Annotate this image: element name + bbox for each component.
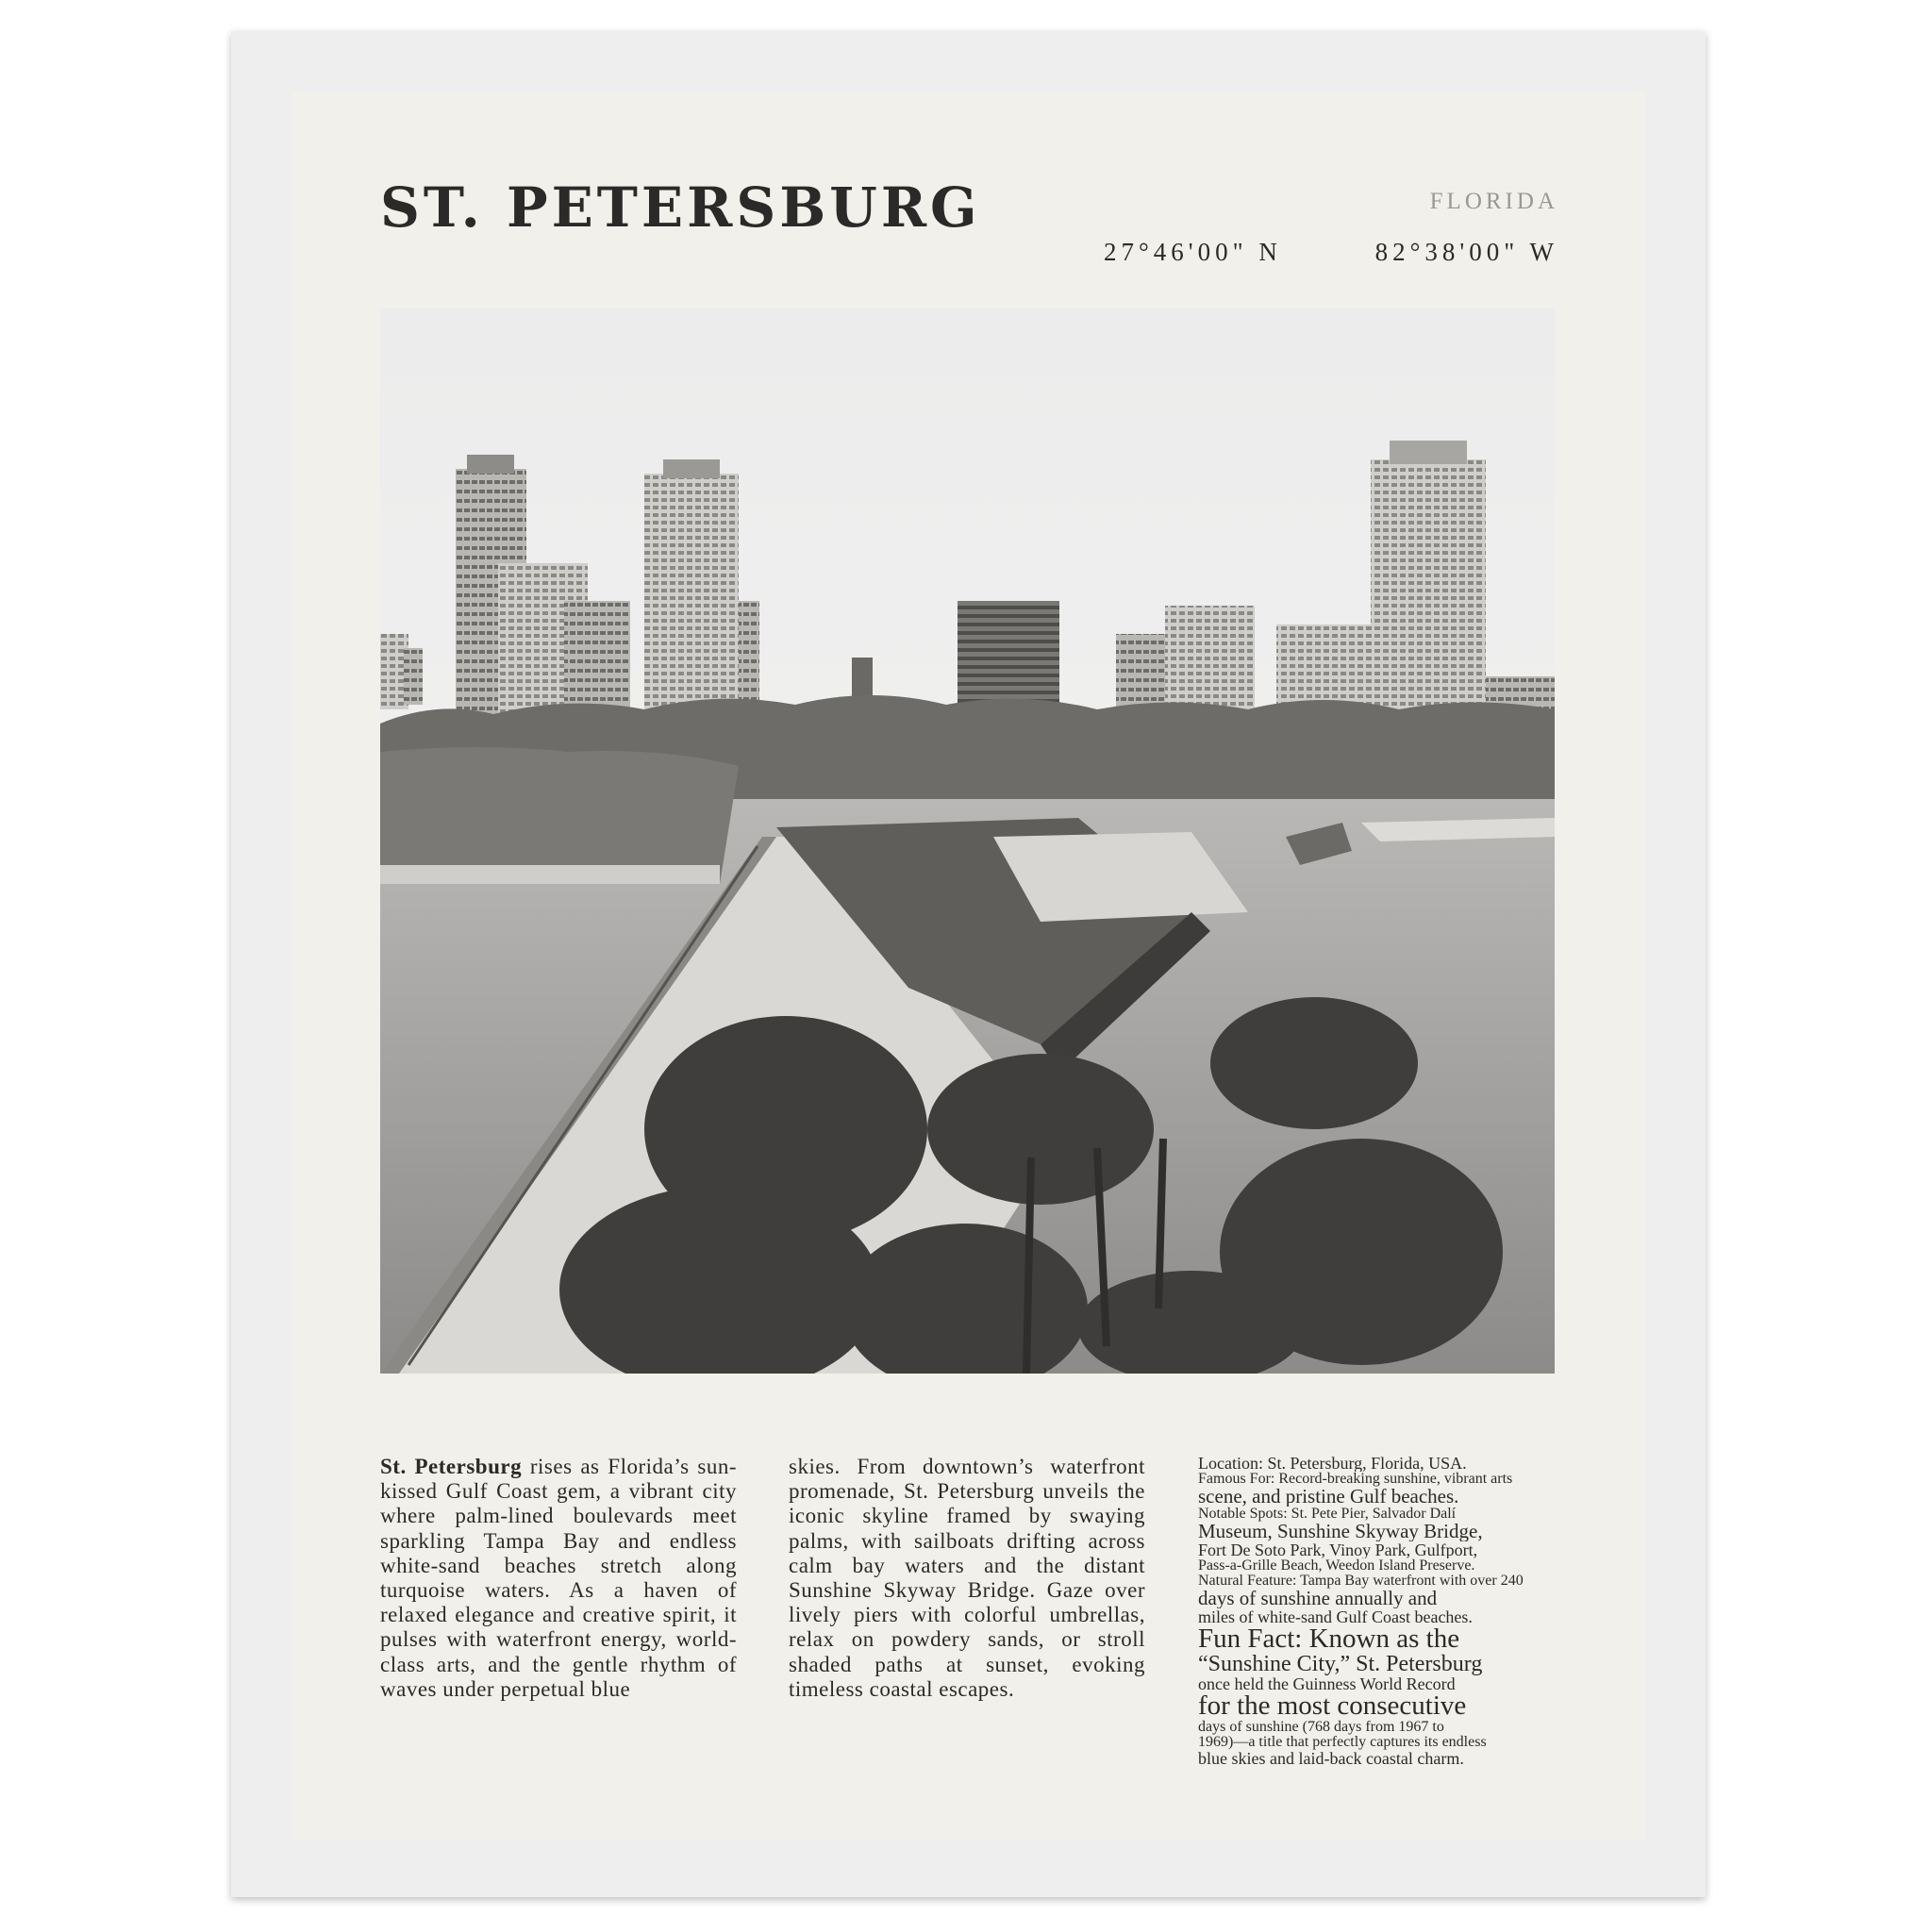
fact-notable-spots-cont: Museum, Sunshine Skyway Bridge, — [1198, 1522, 1483, 1541]
fact-natural-feature: Natural Feature: Tampa Bay waterfront with over 240 — [1198, 1574, 1524, 1589]
fact-location: Location: St. Petersburg, Florida, USA. — [1198, 1455, 1467, 1472]
fun-fact-text: once held the Guinness World Record — [1198, 1675, 1456, 1692]
fact-notable-spots-cont: Fort De Soto Park, Vinoy Park, Gulfport, — [1198, 1541, 1478, 1558]
fun-fact-text: “Sunshine City,” St. Petersburg — [1198, 1653, 1483, 1675]
description-lead: St. Petersburg — [380, 1455, 523, 1478]
left-park — [380, 747, 739, 884]
fact-natural-feature-cont: miles of white-sand Gulf Coast beaches. — [1198, 1608, 1473, 1625]
state-label: FLORIDA — [1429, 189, 1558, 214]
fun-fact-text: 1969)—a title that perfectly captures its endless — [1198, 1735, 1487, 1750]
facts-column — [1198, 1455, 1558, 1767]
fact-natural-feature-cont: days of sunshine annually and — [1198, 1589, 1438, 1608]
fun-fact-text: for the most consecutive — [1198, 1692, 1467, 1720]
fact-notable-spots: Notable Spots: St. Pete Pier, Salvador Dalí — [1198, 1507, 1457, 1522]
latitude: 27°46'00" N — [1104, 238, 1282, 266]
description-column-1 — [380, 1455, 737, 1702]
description-column-2 — [789, 1455, 1145, 1702]
fact-famous-for: Famous For: Record-breaking sunshine, vibrant arts — [1198, 1472, 1513, 1487]
description-text-1: rises as Florida’s sun-kissed Gulf Coast gem, a vibrant city where palm-lined boulevards meet sparkling Tampa Bay and endless white-sand beaches stretch along turquoise waters. As a haven of relaxed elegance and creative spirit, it pulses with waterfront energy, world-class arts, and the gentle rhythm of waves under perpetual blue — [380, 1455, 737, 1701]
fact-notable-spots-cont: Pass-a-Grille Beach, Weedon Island Preserve. — [1198, 1558, 1475, 1574]
fact-famous-for-cont: scene, and pristine Gulf beaches. — [1198, 1487, 1459, 1507]
poster-title: ST. PETERSBURG — [380, 175, 981, 240]
city-photo — [380, 308, 1555, 1374]
description-text-2: skies. From downtown’s waterfront promenade, St. Petersburg unveils the iconic skyline framed by swaying palms, with sailboats drifting across calm bay waters and the distant Sunshine Skyway Bridge. Gaze over lively piers with colorful umbrellas, relax on powdery sands, or stroll shaded paths at sunset, evoking timeless coastal escapes. — [789, 1455, 1145, 1701]
longitude: 82°38'00" W — [1374, 238, 1558, 266]
fun-fact-text: days of sunshine (768 days from 1967 to — [1198, 1720, 1444, 1735]
fun-fact-text: blue skies and laid-back coastal charm. — [1198, 1750, 1464, 1767]
fun-fact-heading: Fun Fact: Known as the — [1198, 1625, 1460, 1653]
